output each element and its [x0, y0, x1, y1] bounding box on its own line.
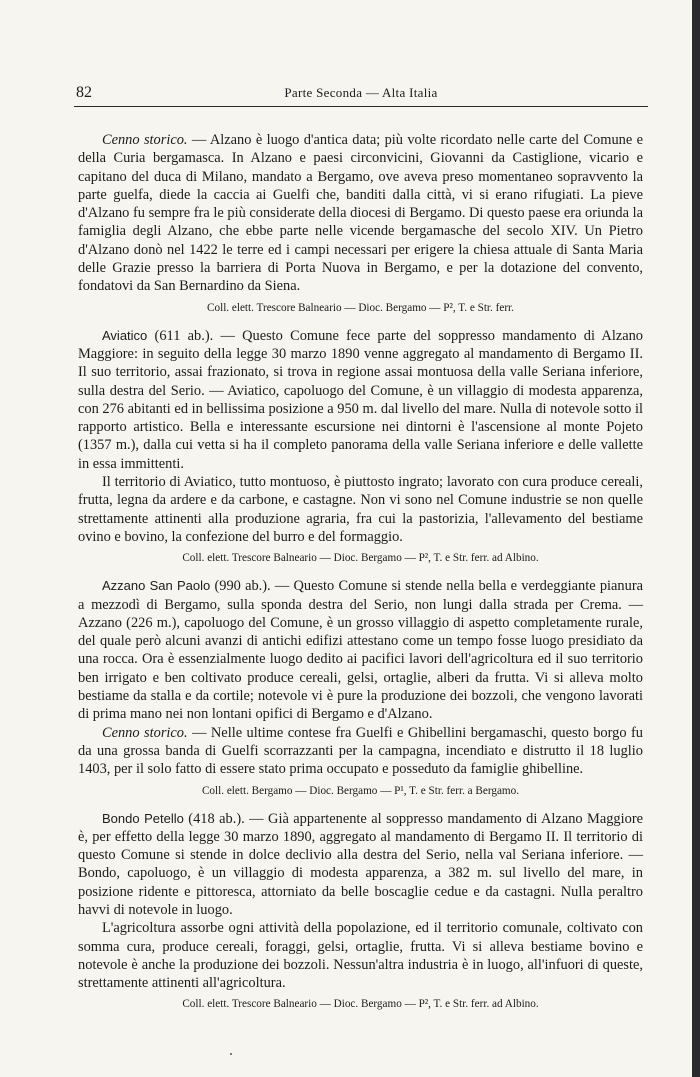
entry-alzano-history — [78, 131, 643, 315]
paragraph-lead: Cenno storico. — [102, 724, 188, 741]
paragraph — [78, 131, 643, 296]
paragraph — [78, 724, 643, 779]
paragraph-text: L'agricoltura assorbe ogni attività della popolazione, ed il territorio comunale, coltivato con somma cura, produce cereali, foraggi, gelsi, ortaglie, frutta. Vi si alleva bestiame bovino e notevole è anche la produzione dei bozzoli. Nessun'altra industria è in luogo, all'infuori di queste, strettamente attinenti all'agricoltura. — [78, 920, 643, 992]
paragraph-text: (990 ab.). — Questo Comune si stende nella bella e verdeggiante pianura a mezzodì di Bergamo, sulla sponda destra del Serio, non lungi dalla strada per Crema. — Azzano (226 m.), capoluogo del Comune, è un grosso villaggio di aspetto completamente rurale, del quale però alcuni avanzi di antichi edifizi attestano come un tempo fosse luogo presidiato da una rocca. Ora è essenzialmente luogo dedito ai pacifici lavori dell'agricoltura ed il suo territorio ben irrigato e ben coltivato produce cereali, gelsi, ortaglie, alberi da frutta. Vi si alleva molto bestiame da stalla e da cortile; notevole vi è pure la produzione dei bozzoli, che vengono lavorati di prima mano nei non lontani opifici di Bergamo e d'Alzano. — [78, 578, 643, 723]
citation: Coll. elett. Bergamo — Dioc. Bergamo — P¹, T. e Str. ferr. a Bergamo. — [201, 784, 520, 797]
speck-mark — [230, 1053, 232, 1055]
entry-azzano-san-paolo — [78, 577, 643, 797]
citation: Coll. elett. Trescore Balneario — Dioc. Bergamo — P², T. e Str. ferr. — [207, 301, 514, 314]
paragraph — [78, 919, 643, 992]
running-title: Parte Seconda — Alta Italia — [284, 85, 438, 100]
page-header — [74, 84, 648, 107]
paragraph-text: — Nelle ultime contese fra Guelfi e Ghibellini bergamaschi, questo borgo fu da una grossa banda di Guelfi scorrazzanti per la campagna, incendiato e distrutto il 18 luglio 1403, per il solo fatto di essere stato prima occupato e posseduto da famiglie ghibelline. — [78, 724, 643, 778]
paragraph-text: (611 ab.). — Questo Comune fece parte del soppresso mandamento di Alzano Maggiore: in seguito della legge 30 marzo 1890 venne aggregato al mandamento di Bergamo II. Il suo territorio, assai frazionato, si trova in regione assai montuosa della valle Seriana inferiore, sulla destra del Serio. — Aviatico, capoluogo del Comune, è un villaggio di modesta apparenza, con 276 abitanti ed in bellissima posizione a 950 m. dal livello del mare. Nulla di notevole sotto il rapporto artistico. Bella e interessante escursione nei dintorni è l'ascensione al monte Pojeto (1357 m.), dalla cui vetta si ha il completo panorama della valle Seriana inferiore e delle vallette in essa immittenti. — [78, 327, 643, 472]
main-text — [78, 131, 643, 1011]
entry-heading: Azzano San Paolo — [102, 578, 211, 594]
entry-bondo-petello — [78, 810, 643, 1012]
paragraph — [78, 473, 643, 546]
paragraph-text: (418 ab.). — Già appartenente al soppresso mandamento di Alzano Maggiore è, per effetto della legge 30 marzo 1890, aggregato al mandamento di Bergamo II. Il territorio di questo Comune si stende in dolce declivio alla destra del Serio, nella val Seriana inferiore. — Bondo, capoluogo, è un villaggio di modesta apparenza, a 382 m. sul livello del mare, in posizione ridente e pittoresca, attorniato da belle boscaglie cedue e da castagni. Nulla peraltro havvi di notevole in luogo. — [78, 810, 643, 918]
citation: Coll. elett. Trescore Balneario — Dioc. Bergamo — P², T. e Str. ferr. ad Albino. — [182, 552, 539, 565]
paragraph — [78, 810, 643, 920]
paragraph — [78, 327, 643, 473]
scan-edge-shadow — [692, 0, 700, 1077]
entry-aviatico — [78, 327, 643, 566]
paragraph — [78, 577, 643, 723]
citation: Coll. elett. Trescore Balneario — Dioc. Bergamo — P², T. e Str. ferr. ad Albino. — [182, 998, 539, 1011]
entry-heading: Bondo Petello — [102, 810, 184, 826]
paragraph-text: — Alzano è luogo d'antica data; più volte ricordato nelle carte del Comune e della Curia bergamasca. In Alzano e paesi circonvicini, Giovanni da Castiglione, vicario e capitano del duca di Milano, mandato a Bergamo, ove aveva preso momentaneo sopravvento la parte guelfa, diede la caccia ai Guelfi che, banditi dalla città, vi si erano rifugiati. La pieve d'Alzano fu sempre fra le più considerate della diocesi di Bergamo. Di questo paese era oriunda la famiglia degli Alzano, che ebbe parte nelle vicende bergamasche del secolo XIV. Un Pietro d'Alzano donò nel 1422 le terre ed i campi necessari per erigere la chiesa attuale di Santa Maria delle Grazie presso la barriera di Porta Nuova in Bergamo, e per la dotazione del convento, fondatovi da San Bernardino da Siena. — [78, 132, 643, 295]
paragraph-text: Il territorio di Aviatico, tutto montuoso, è piuttosto ingrato; lavorato con cura produce cereali, frutta, legna da ardere e da carbone, e castagne. Non vi sono nel Comune industrie se non quelle strettamente attinenti alla produzione agraria, fra cui la pastorizia, l'allevamento del bestiame ovino e bovino, la confezione del burro e del formaggio. — [78, 474, 643, 545]
paragraph-lead: Cenno storico. — [102, 132, 188, 148]
entry-heading: Aviatico — [102, 327, 148, 343]
page-number: 82 — [76, 84, 92, 101]
